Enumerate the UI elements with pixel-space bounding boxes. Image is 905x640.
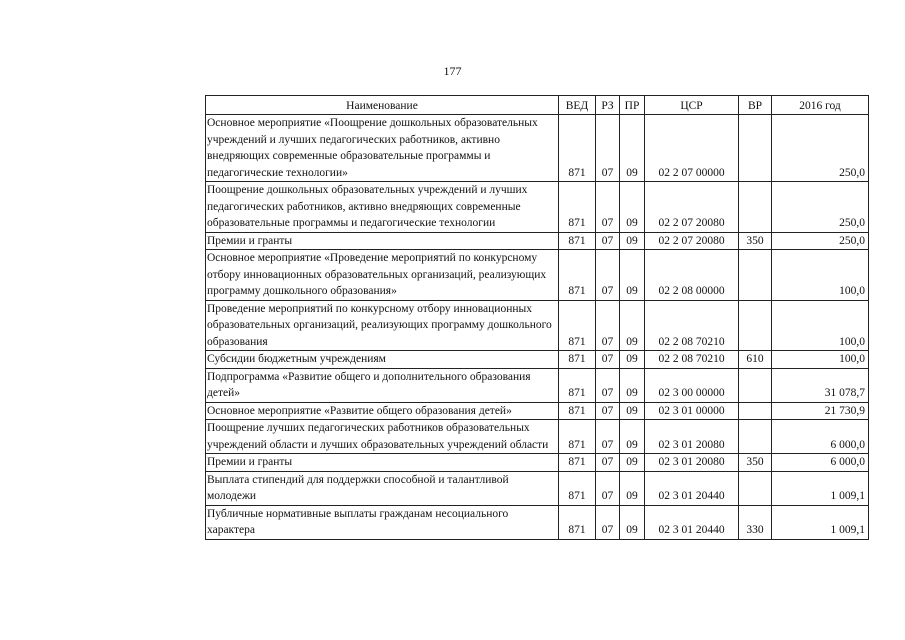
header-pr: ПР: [620, 96, 645, 115]
row-rz-cell: 07: [596, 454, 620, 472]
row-csr-cell: 02 2 08 70210: [645, 300, 739, 351]
table-row: [206, 351, 869, 369]
row-rz-cell: 07: [596, 115, 620, 182]
budget-table: [205, 95, 869, 540]
row-pr-cell: 09: [620, 232, 645, 250]
row-pr-cell: 09: [620, 250, 645, 301]
row-rz-cell: 07: [596, 505, 620, 539]
row-ved-cell: 871: [559, 250, 596, 301]
row-csr-cell: 02 3 01 00000: [645, 402, 739, 420]
row-amount-cell: 6 000,0: [772, 420, 869, 454]
row-name-cell: Проведение мероприятий по конкурсному отбору инновационных образовательных организаций, реализующих программу дошкольного образования: [206, 300, 559, 351]
row-csr-cell: 02 2 07 20080: [645, 182, 739, 233]
row-amount-cell: 250,0: [772, 115, 869, 182]
table-row: [206, 420, 869, 454]
row-name-cell: Субсидии бюджетным учреждениям: [206, 351, 559, 369]
row-name-cell: Основное мероприятие «Развитие общего образования детей»: [206, 402, 559, 420]
row-amount-cell: 250,0: [772, 182, 869, 233]
row-vr-cell: 330: [739, 505, 772, 539]
row-name-cell: Поощрение лучших педагогических работников образовательных учреждений области и лучших образовательных учреждений области: [206, 420, 559, 454]
row-vr-cell: [739, 420, 772, 454]
table-row: [206, 115, 869, 182]
table-row: [206, 182, 869, 233]
row-ved-cell: 871: [559, 182, 596, 233]
header-rz: РЗ: [596, 96, 620, 115]
row-vr-cell: [739, 182, 772, 233]
row-csr-cell: 02 3 01 20080: [645, 454, 739, 472]
row-vr-cell: [739, 115, 772, 182]
table-row: [206, 471, 869, 505]
row-name-cell: Основное мероприятие «Проведение мероприятий по конкурсному отбору инновационных образовательных организаций, реализующих программу дошкольного образования»: [206, 250, 559, 301]
row-rz-cell: 07: [596, 402, 620, 420]
row-vr-cell: [739, 402, 772, 420]
row-ved-cell: 871: [559, 368, 596, 402]
row-ved-cell: 871: [559, 505, 596, 539]
row-vr-cell: [739, 300, 772, 351]
row-name-cell: Основное мероприятие «Поощрение дошкольных образовательных учреждений и лучших педагогических работников, активно внедряющих современные образовательные программы и педагогические технологии»: [206, 115, 559, 182]
table-body: [206, 115, 869, 540]
table-row: [206, 300, 869, 351]
row-csr-cell: 02 3 00 00000: [645, 368, 739, 402]
row-vr-cell: 350: [739, 232, 772, 250]
row-name-cell: Публичные нормативные выплаты гражданам несоциального характера: [206, 505, 559, 539]
row-rz-cell: 07: [596, 471, 620, 505]
row-rz-cell: 07: [596, 182, 620, 233]
row-amount-cell: 21 730,9: [772, 402, 869, 420]
row-vr-cell: [739, 471, 772, 505]
row-vr-cell: [739, 250, 772, 301]
table-row: [206, 250, 869, 301]
row-pr-cell: 09: [620, 454, 645, 472]
row-csr-cell: 02 3 01 20440: [645, 471, 739, 505]
row-ved-cell: 871: [559, 232, 596, 250]
row-rz-cell: 07: [596, 300, 620, 351]
row-name-cell: Подпрограмма «Развитие общего и дополнительного образования детей»: [206, 368, 559, 402]
row-amount-cell: 1 009,1: [772, 505, 869, 539]
header-csr: ЦСР: [645, 96, 739, 115]
row-rz-cell: 07: [596, 420, 620, 454]
row-name-cell: Выплата стипендий для поддержки способной и талантливой молодежи: [206, 471, 559, 505]
header-year: 2016 год: [772, 96, 869, 115]
row-pr-cell: 09: [620, 368, 645, 402]
row-vr-cell: 350: [739, 454, 772, 472]
row-pr-cell: 09: [620, 505, 645, 539]
row-csr-cell: 02 3 01 20080: [645, 420, 739, 454]
row-ved-cell: 871: [559, 471, 596, 505]
row-ved-cell: 871: [559, 402, 596, 420]
table-row: [206, 505, 869, 539]
header-name: Наименование: [206, 96, 559, 115]
row-name-cell: Поощрение дошкольных образовательных учреждений и лучших педагогических работников, активно внедряющих современные образовательные программы и педагогические технологии: [206, 182, 559, 233]
row-ved-cell: 871: [559, 115, 596, 182]
row-ved-cell: 871: [559, 454, 596, 472]
row-pr-cell: 09: [620, 420, 645, 454]
row-rz-cell: 07: [596, 250, 620, 301]
row-amount-cell: 1 009,1: [772, 471, 869, 505]
row-name-cell: Премии и гранты: [206, 454, 559, 472]
row-pr-cell: 09: [620, 402, 645, 420]
row-amount-cell: 100,0: [772, 351, 869, 369]
header-vr: ВР: [739, 96, 772, 115]
row-csr-cell: 02 2 08 00000: [645, 250, 739, 301]
row-csr-cell: 02 2 07 20080: [645, 232, 739, 250]
row-amount-cell: 100,0: [772, 300, 869, 351]
row-rz-cell: 07: [596, 368, 620, 402]
row-pr-cell: 09: [620, 115, 645, 182]
row-name-cell: Премии и гранты: [206, 232, 559, 250]
row-amount-cell: 250,0: [772, 232, 869, 250]
row-amount-cell: 100,0: [772, 250, 869, 301]
table-row: [206, 368, 869, 402]
row-rz-cell: 07: [596, 232, 620, 250]
row-ved-cell: 871: [559, 420, 596, 454]
row-csr-cell: 02 2 07 00000: [645, 115, 739, 182]
row-ved-cell: 871: [559, 300, 596, 351]
row-ved-cell: 871: [559, 351, 596, 369]
row-amount-cell: 6 000,0: [772, 454, 869, 472]
row-pr-cell: 09: [620, 471, 645, 505]
table-row: [206, 232, 869, 250]
table-row: [206, 454, 869, 472]
row-csr-cell: 02 2 08 70210: [645, 351, 739, 369]
row-csr-cell: 02 3 01 20440: [645, 505, 739, 539]
row-pr-cell: 09: [620, 182, 645, 233]
row-pr-cell: 09: [620, 351, 645, 369]
row-amount-cell: 31 078,7: [772, 368, 869, 402]
header-ved: ВЕД: [559, 96, 596, 115]
table-header-row: [206, 96, 869, 115]
row-pr-cell: 09: [620, 300, 645, 351]
row-vr-cell: 610: [739, 351, 772, 369]
page-number: 177: [443, 64, 462, 78]
row-vr-cell: [739, 368, 772, 402]
row-rz-cell: 07: [596, 351, 620, 369]
table-row: [206, 402, 869, 420]
